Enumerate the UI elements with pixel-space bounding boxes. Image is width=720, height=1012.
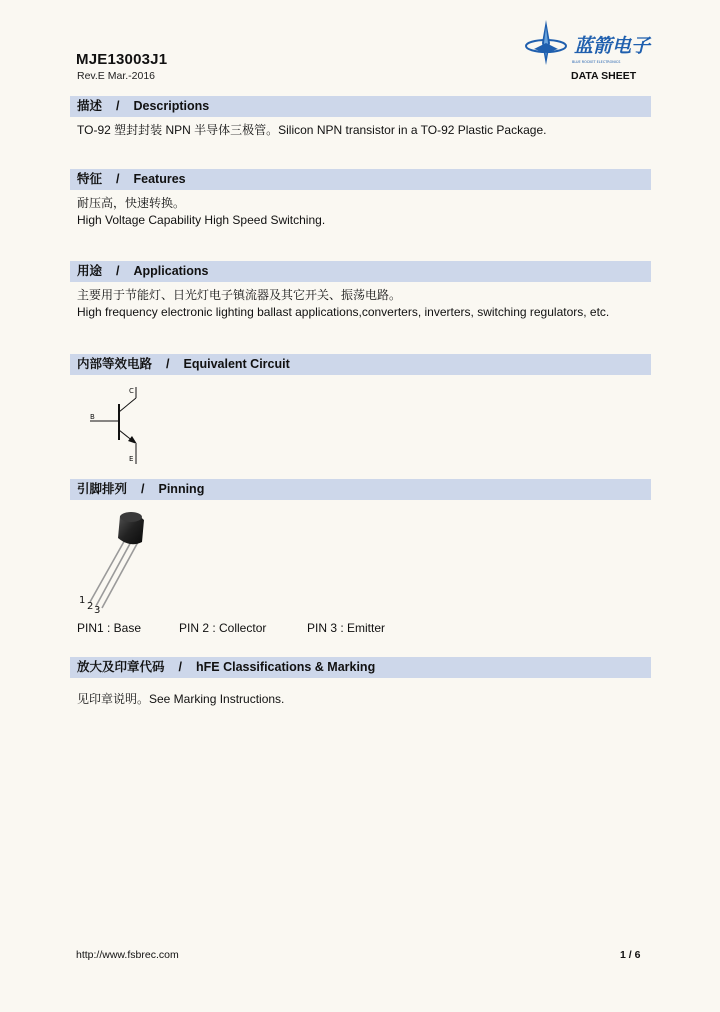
section-title-en: Applications (133, 264, 209, 278)
to92-package-image (74, 508, 166, 614)
pin2-description: PIN 2 : Collector (179, 621, 267, 635)
section-header-applications (70, 261, 651, 282)
section-separator: / (141, 482, 145, 496)
section-title-cn: 放大及印章代码 (77, 660, 165, 674)
section-title-cn: 引脚排列 (77, 482, 128, 496)
pin-number-3: 3 (94, 605, 101, 614)
section-header-equivalent-circuit (70, 354, 651, 375)
company-logo (524, 19, 654, 69)
applications-text-en: High frequency electronic lighting ballast applications,converters, inverters, switching regulators, etc. (77, 305, 610, 319)
section-title-en: Equivalent Circuit (183, 357, 290, 371)
rocket-star-icon (526, 20, 566, 65)
emitter-label: E (129, 455, 134, 463)
part-number: MJE13003J1 (76, 51, 168, 68)
document-type: DATA SHEET (571, 70, 637, 82)
descriptions-text: TO-92 塑封封装 NPN 半导体三极管。Silicon NPN transistor in a TO-92 Plastic Package. (77, 123, 547, 137)
base-label: B (90, 413, 95, 421)
section-title-en: Pinning (158, 482, 205, 496)
collector-label: C (129, 387, 134, 395)
revision-date: Rev.E Mar.-2016 (77, 70, 156, 82)
npn-transistor-symbol (86, 384, 156, 466)
section-separator: / (116, 172, 120, 186)
pin-number-2: 2 (87, 601, 94, 612)
section-header-descriptions (70, 96, 651, 117)
section-header-hfe (70, 657, 651, 678)
section-separator: / (166, 357, 170, 371)
section-title-cn: 用途 (77, 264, 103, 278)
section-separator: / (178, 660, 182, 674)
section-title-en: hFE Classifications & Marking (196, 660, 376, 674)
pin1-description: PIN1 : Base (77, 621, 142, 635)
logo-subtext: BLUE ROCKET ELECTRONICS (572, 60, 621, 64)
section-title-cn: 特征 (77, 172, 103, 186)
footer-url[interactable]: http://www.fsbrec.com (76, 949, 179, 961)
section-title-en: Descriptions (133, 99, 210, 113)
section-header-features (70, 169, 651, 190)
page-number: 1 / 6 (620, 949, 641, 961)
section-separator: / (116, 264, 120, 278)
section-title-cn: 描述 (77, 99, 103, 113)
pin3-description: PIN 3 : Emitter (307, 621, 386, 635)
pin-number-1: 1 (79, 595, 86, 606)
section-title-cn: 内部等效电路 (77, 357, 153, 371)
hfe-text: 见印章说明。See Marking Instructions. (77, 692, 285, 706)
section-header-pinning (70, 479, 651, 500)
section-separator: / (116, 99, 120, 113)
logo-text: 蓝箭电子 (574, 35, 651, 57)
applications-text-cn: 主要用于节能灯、日光灯电子镇流器及其它开关、振荡电路。 (77, 288, 402, 302)
features-text-cn: 耐压高，快速转换。 (77, 196, 186, 210)
section-title-en: Features (133, 172, 186, 186)
features-text-en: High Voltage Capability High Speed Switching. (77, 213, 326, 227)
